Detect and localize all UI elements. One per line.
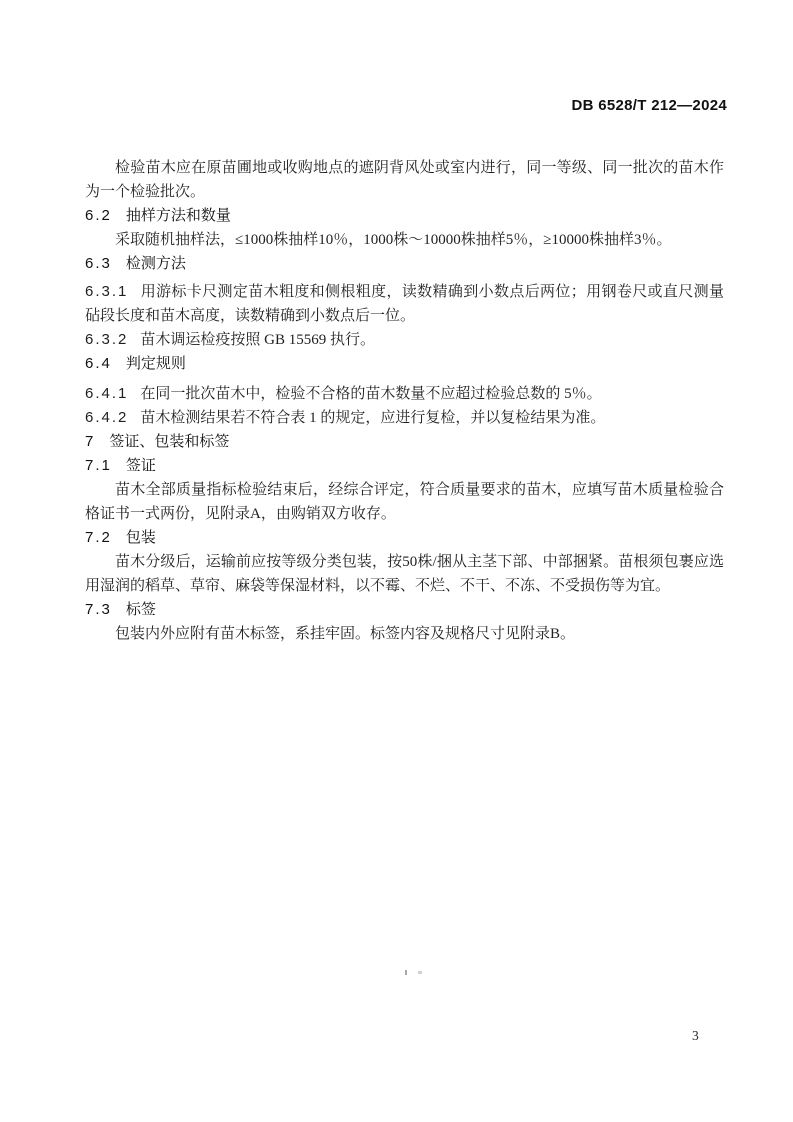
section-7-3-heading [85,598,724,622]
scan-artifact-speck [418,971,422,974]
clause-6-3-1-number: 6.3.1 [85,283,129,300]
section-6-3-number: 6.3 [85,255,112,272]
page-number: 3 [692,1028,699,1043]
clause-6-4-1 [85,382,724,406]
section-7-1-heading [85,454,724,478]
section-7-2-paragraph: 苗木分级后，运输前应按等级分类包装，按50株/捆从主茎下部、中部捆紧。苗根须包裹应选用湿润的稻草、草帘、麻袋等保湿材料，以不霉、不烂、不干、不冻、不受损伤等为宜。 [85,554,724,594]
clause-6-4-1-number: 6.4.1 [85,385,129,402]
section-6-4-clauses [85,382,724,430]
section-6-3-heading [85,252,724,276]
section-7-title: 签证、包装和标签 [109,433,230,450]
clause-6-3-2-number: 6.3.2 [85,331,129,348]
clause-6-4-2-text: 苗木检测结果若不符合表 1 的规定，应进行复检，并以复检结果为准。 [140,410,606,426]
clause-6-4-2-number: 6.4.2 [85,409,129,426]
section-6-3-clauses [85,280,724,352]
section-6-2-title: 抽样方法和数量 [125,207,231,224]
section-7-1-paragraph: 苗木全部质量指标检验结束后，经综合评定，符合质量要求的苗木，应填写苗木质量检验合格证书一式两份，见附录A，由购销双方收存。 [85,482,724,522]
standard-code-header: DB 6528/T 212—2024 [571,97,727,114]
section-7-number: 7 [85,433,96,450]
section-7-2-number: 7.2 [85,529,112,546]
section-7-2-title: 包装 [125,529,156,546]
section-7-heading [85,430,724,454]
document-body [85,0,724,646]
clause-6-3-1-text: 用游标卡尺测定苗木粗度和侧根粗度，读数精确到小数点后两位；用钢卷尺或直尺测量砧段长度和苗木高度，读数精确到小数点后一位。 [85,284,724,324]
clause-6-3-2 [85,328,724,352]
section-6-2-heading [85,204,724,228]
section-6-2-paragraph: 采取随机抽样法，≤1000株抽样10％，1000株～10000株抽样5％，≥10000株抽样3％。 [115,232,672,248]
section-7-3-title: 标签 [125,601,156,618]
clause-6-4-2 [85,406,724,430]
section-7-1-title: 签证 [125,457,156,474]
section-6-4-title: 判定规则 [125,355,186,372]
section-7-3-paragraph: 包装内外应附有苗木标签，系挂牢固。标签内容及规格尺寸见附录B。 [115,626,576,642]
section-6-4-heading [85,352,724,376]
section-6-3-title: 检测方法 [125,255,186,272]
section-7-2-heading [85,526,724,550]
scan-artifact-speck [405,970,407,975]
clause-6-3-1 [85,280,724,328]
clause-6-4-1-text: 在同一批次苗木中，检验不合格的苗木数量不应超过检验总数的 5％。 [140,386,602,402]
intro-paragraph: 检验苗木应在原苗圃地或收购地点的遮阴背风处或室内进行，同一等级、同一批次的苗木作为一个检验批次。 [85,160,724,200]
clause-6-3-2-text: 苗木调运检疫按照 GB 15569 执行。 [140,332,375,348]
section-7-3-number: 7.3 [85,601,112,618]
section-7-1-number: 7.1 [85,457,112,474]
section-6-2-number: 6.2 [85,207,112,224]
section-6-4-number: 6.4 [85,355,112,372]
